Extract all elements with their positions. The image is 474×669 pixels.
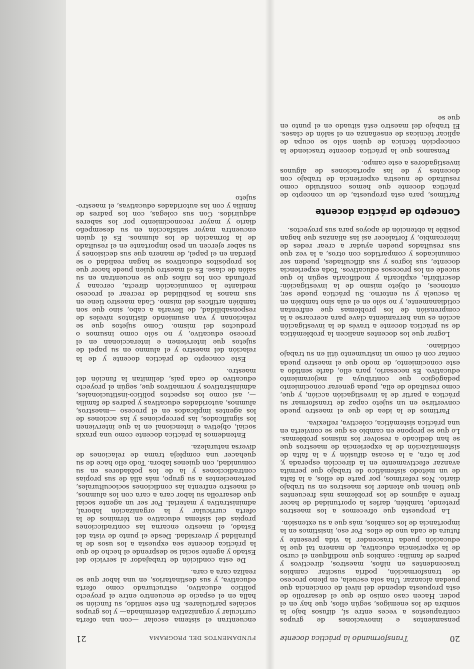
paragraph: Este concepto de práctica docente y de la relación del maestro y el alumno en su papel de sujetos que intervienen e interaccionan en el proceso educativo, y no sólo como insumos o productos del mismo. Como sujetos que se relacionan y van asumiendo distintos niveles de responsabilidad, de llevarla a cabo, sino que son también artífices del mismo. Cada maestro tiene en sus manos la posibilidad de recrear el proceso mediante la comunicación directa, cercana y profunda con los niños que se encuentran en su salón de clase. Es el maestro quien puede hacer que los propósitos educativos se hagan realidad o se pierdan en el papel, de manera que sus decisiones y su saber ejercen un peso importante en el resultado de la formación de los alumnos. Es él quien encuentra mayor satisfacción en su desempeño diario y mayor reconocimiento por los saberes adquiridos. Con sus colegas, con los padres de familia y con las autoridades educativas, el maestro-sujeto bbox=[76, 193, 256, 363]
page-number: 21 bbox=[76, 634, 87, 643]
rotated-spread bbox=[66, 0, 474, 669]
section-heading: Concepto de práctica docente bbox=[315, 205, 460, 216]
book-gutter bbox=[265, 0, 275, 669]
paragraph: Partimos, para esta propuesta, de un concepto de práctica docente que hemos construido como resultado de nuestra experiencia de trabajo con docentes y de las aportaciones de algunos investigadores a este campo. bbox=[280, 158, 460, 199]
page-21 bbox=[66, 0, 270, 669]
paragraph: La propuesta que ofrecemos a los maestros pretende, también, darles la oportunidad de hacer frente a algunos de los problemas más frecuentes que tienen que atender los maestros en su trabajo diario. Nos referimos, por parte de ellos, a la falta de un método sistemático de trabajo que permita avanzar efectivamente en la dirección esperada y, por la otra, a la escasa difusión y a la falta de sistematización de la experiencia de maestros que se han dedicado a resolver los mismos problemas. Lo que se propone en cambio es que se convierta en una práctica sistemática, colectiva, reflexiva. bbox=[280, 418, 460, 516]
running-header bbox=[280, 634, 460, 643]
paragraph: De esta condición de trabajador al servicio del Estado y agente social se desprende el hecho de que la práctica docente sea expuesta a los usos de la pluralidad y diversidad. Desde el punto de vista del Estado, el maestro encarna las contradicciones propias del sistema educativo en términos de la oferta curricular y la organización laboral, administrativa y material. Por ser un agente social que desarrolla su labor cara a cara con los alumnos, el maestro enfrenta las condiciones socioculturales, pertenecientes a su grupo, más allá de sus propias contradicciones y la de los pobladores en su comunidad, con quienes labora. Todo ello hace de su quehacer una compleja trama de relaciones de diversa naturaleza. bbox=[76, 443, 256, 564]
paragraph: pensamientos e innovaciones de grupos contrapuestos a veces entre sí, difusos bajo la sombra de los enemigos, según ellos, que hay en el poder. Hacen caso omiso de que el desarrollo de esta propuesta depende del nivel de conciencia que puedan alcanzar. Una sola escuela, en pleno proceso de transformación, podría suscitar cambios trascendentes en niños, maestros, directivos y padres de familia: cambios que modifiquen el curso de la experiencia educativa, de manera tal que la educación pueda trascender la vida presente y futura de cada uno de ellos. Por eso, insistimos en la importancia de los cambios, más que a su extensión. bbox=[280, 519, 460, 624]
paragraph: Pensamos que la práctica docente trasciende la concepción técnica de quien sólo se ocupa de aplicar técnicas de enseñanza en el salón de clases. El trabajo del maestro está situado en el punto en que se bbox=[280, 114, 460, 155]
page-number: 20 bbox=[449, 634, 460, 643]
running-head-title: Transformando la práctica docente bbox=[280, 634, 409, 643]
scan-margin bbox=[0, 0, 66, 669]
paragraph: Partimos de la idea de que el maestro puede convertirse en un sujeto capaz de transformar su práctica a partir de la investigación acción, y que, como resultado de ella, pueda generar conocimiento pedagógico que contribuya al mejoramiento educativo. Es necesario, para ello, darle sentido a este conocimiento, de modo que el maestro pueda contar con él como un instrumento útil en su trabajo cotidiano. bbox=[280, 342, 460, 415]
paragraph: Entendemos la práctica docente como una praxis social, objetiva e intencional en la que intervienen los significados, las percepciones y las acciones de los agentes implicados en el proceso —maestros, alumnos, autoridades educativas y padres de familia—, así como los aspectos político-institucionales, administrativos y normativos que, según el proyecto educativo de cada país, delimitan la función del maestro. bbox=[76, 366, 256, 439]
paragraph: encuentran el sistema escolar —con una oferta curricular y organizativa determinada— y los grupos sociales particulares. En este sentido, su función se halla en el espacio de encuentro entre el proyecto político educativo, estructurado como oferta educativa, y sus destinatarios, en una labor que se realiza cara a cara. bbox=[76, 567, 256, 624]
running-header bbox=[76, 634, 256, 643]
book-spread bbox=[66, 0, 474, 669]
page-20 bbox=[270, 0, 474, 669]
paragraph: Lograr que los docentes analicen la problemática de su práctica docente a través de la investigación acción es una herramienta clave para acercarse a la comprensión de los problemas que enfrentan cotidianamente, y no sólo en el aula sino también en la escuela y su entorno. Su práctica puede ser, entonces, el objeto mismo de la investigación: describirla, explicarla y modificarla según lo que sucede en los procesos educativos. Toda experiencia docente, sus logros y sus dificultades, pueden ser comunicados y compartidos con otros, a la vez que sus resultados pueden ayudar a crear redes de intercambio, y fortalecer así las alianzas que hagan posible la obtención de apoyos para sus proyectos. bbox=[280, 225, 460, 339]
running-head-title: FUNDAMENTOS DEL PROGRAMA bbox=[149, 634, 256, 640]
